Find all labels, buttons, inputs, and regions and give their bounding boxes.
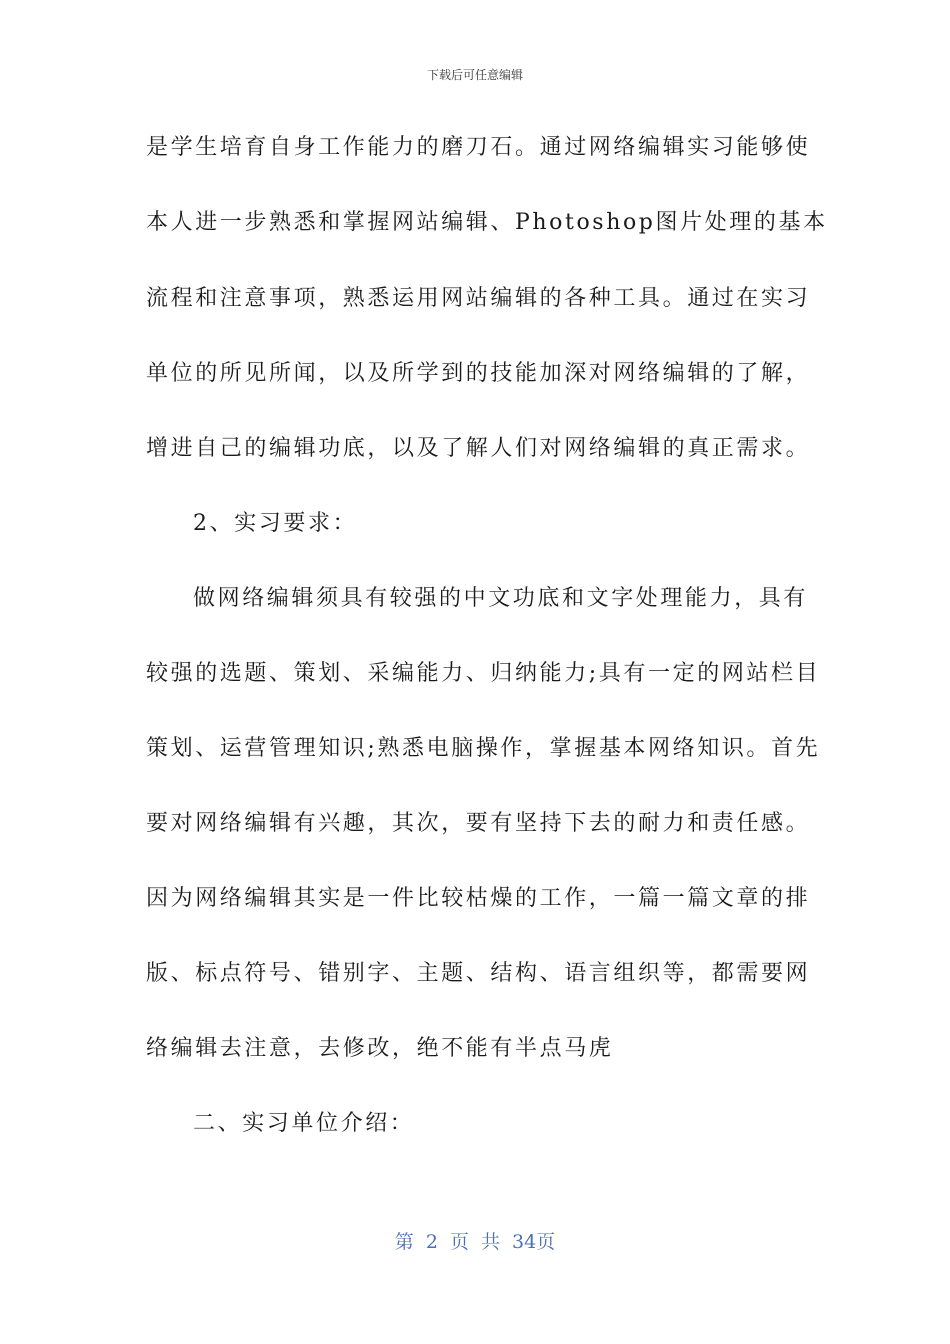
body-line: 增进自己的编辑功底，以及了解人们对网络编辑的真正需求。	[146, 436, 811, 461]
body-line: 是学生培育自身工作能力的磨刀石。通过网络编辑实习能够使	[146, 135, 811, 160]
body-line: 本人进一步熟悉和掌握网站编辑、Photoshop图片处理的基本	[146, 210, 828, 235]
body-line: 络编辑去注意，去修改，绝不能有半点马虎	[146, 1036, 614, 1061]
body-line: 策划、运营管理知识;熟悉电脑操作，掌握基本网络知识。首先	[146, 736, 821, 761]
section-heading: 二、实习单位介绍：	[193, 1111, 415, 1136]
body-line: 单位的所见所闻，以及所学到的技能加深对网络编辑的了解，	[146, 361, 811, 386]
section-heading: 2、实习要求：	[193, 511, 358, 536]
body-line: 要对网络编辑有兴趣，其次，要有坚持下去的耐力和责任感。	[146, 811, 811, 836]
page-header: 下载后可任意编辑	[426, 68, 523, 82]
body-line: 版、标点符号、错别字、主题、结构、语言组织等，都需要网	[146, 961, 811, 986]
body-line: 做网络编辑须具有较强的中文功底和文字处理能力，具有	[193, 586, 809, 611]
body-line: 流程和注意事项，熟悉运用网站编辑的各种工具。通过在实习	[146, 286, 811, 311]
body-line: 因为网络编辑其实是一件比较枯燥的工作，一篇一篇文章的排	[146, 886, 811, 911]
body-line: 较强的选题、策划、采编能力、归纳能力;具有一定的网站栏目	[146, 661, 821, 686]
page-number-footer: 第 2 页 共 34页	[394, 1231, 556, 1253]
